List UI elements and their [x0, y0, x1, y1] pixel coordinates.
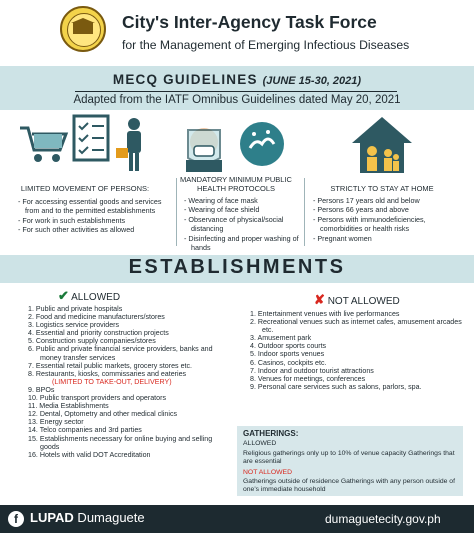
city-seal-logo — [60, 6, 106, 52]
gatherings-title: GATHERINGS: — [243, 429, 299, 438]
list-item: - Persons 66 years and above — [313, 205, 409, 215]
mecq-title — [0, 72, 474, 87]
protocols-illustration — [182, 120, 294, 172]
list-item: 8. Venues for meetings, conferences — [250, 374, 366, 383]
list-item: 6. Casinos, cockpits etc. — [250, 358, 327, 367]
mecq-dates: (JUNE 15-30, 2021) — [262, 75, 362, 87]
list-item: 3. Amusement park — [250, 334, 312, 343]
gatherings-allowed-text: Religious gatherings only up to 10% of venue capacity Gatherings that are essential — [243, 450, 455, 465]
list-item: 3. Logistics service providers — [28, 321, 120, 330]
x-mark-icon: ✘ — [314, 292, 325, 307]
list-item: 7. Indoor and outdoor tourist attractions — [250, 366, 374, 375]
facebook-icon[interactable]: f — [8, 511, 24, 527]
checklist-icon — [74, 116, 108, 160]
page-title: City's Inter-Agency Task Force — [122, 12, 377, 32]
gatherings-allowed-label: ALLOWED — [243, 440, 277, 447]
column-divider — [304, 178, 305, 246]
list-item: 11. Media Establishments — [28, 402, 109, 411]
list-item: - For work in such establishments — [18, 215, 126, 225]
website-link[interactable]: dumaguetecity.gov.ph — [325, 512, 441, 526]
footer-brand[interactable] — [30, 510, 145, 525]
list-item: 2. Food and medicine manufacturers/stores — [28, 313, 165, 322]
establishments-title: ESTABLISHMENTS — [128, 256, 346, 278]
col-movement-list — [18, 197, 168, 235]
gatherings-not-allowed-label: NOT ALLOWED — [243, 469, 292, 476]
divider — [75, 91, 397, 92]
list-item: 13. Energy sector — [28, 418, 84, 427]
list-item: 15. Establishments necessary for online buying and selling goods — [28, 434, 213, 451]
list-item: - For accessing essential goods and services from and to the permitted establishments — [18, 197, 162, 216]
list-item: 1. Entertainment venues with live performances — [250, 310, 400, 318]
list-item: 10. Public transport providers and operators — [28, 394, 167, 403]
list-item: - Wearing of face mask — [184, 196, 258, 205]
gatherings-not-allowed-text: Gatherings outside of residence Gatherings with any person outside of one's immediate household — [243, 478, 455, 493]
list-item: - Persons with immunodeficiencies, comorbidities or health risks — [313, 214, 426, 234]
list-item: 9. Personal care services such as salons, parlors, spa. — [250, 382, 422, 391]
list-item: - Disinfecting and proper washing of hands — [184, 233, 299, 253]
col-stay-home-list — [313, 196, 463, 243]
list-item: 16. Hotels with valid DOT Accreditation — [28, 450, 151, 459]
worker-icon — [116, 118, 141, 171]
list-item: 1. Public and private hospitals — [28, 305, 123, 313]
allowed-label: ALLOWED — [71, 292, 121, 303]
limited-note: (LIMITED TO TAKE-OUT, DELIVERY) — [52, 377, 172, 386]
shopping-cart-icon — [20, 128, 66, 162]
list-item — [28, 370, 233, 386]
not-allowed-heading — [314, 292, 400, 308]
list-item: 14. Telco companies and 3rd parties — [28, 426, 142, 435]
list-item: 5. Construction supply companies/stores — [28, 337, 156, 346]
mecq-subtitle: Adapted from the IATF Omnibus Guidelines dated May 20, 2021 — [73, 94, 401, 106]
list-item-text: 8. Restaurants, kiosks, commissaries and eateries — [28, 369, 187, 378]
list-item: 4. Essential and priority construction projects — [28, 329, 169, 338]
column-divider — [176, 178, 177, 246]
allowed-heading — [58, 288, 120, 304]
list-item: - Wearing of face shield — [184, 205, 260, 215]
face-shield-icon — [186, 128, 222, 172]
list-item: 5. Indoor sports venues — [250, 350, 325, 359]
list-item: 7. Essential retail public markets, grocery stores etc. — [28, 361, 193, 370]
not-allowed-label: NOT ALLOWED — [327, 296, 400, 307]
shopping-work-illustration — [16, 114, 156, 178]
checkmark-icon: ✔ — [58, 288, 69, 303]
list-item: 9. BPOs — [28, 385, 55, 394]
list-item: - Persons 17 years old and below — [313, 196, 420, 205]
col-stay-home-heading: STRICTLY TO STAY AT HOME — [330, 184, 434, 193]
list-item: 4. Outdoor sports courts — [250, 342, 327, 351]
col-protocols-heading: MANDATORY MINIMUM PUBLIC HEALTH PROTOCOLS — [180, 175, 292, 193]
list-item: - Observance of physical/social distancing — [184, 214, 284, 234]
list-item: - For such other activities as allowed — [18, 225, 135, 235]
not-allowed-list — [250, 310, 465, 391]
col-protocols-list — [184, 196, 302, 252]
list-item: 12. Dental, Optometry and other medical clinics — [28, 410, 178, 419]
stay-home-house-icon — [350, 115, 414, 175]
mecq-title-text: MECQ GUIDELINES — [112, 72, 258, 87]
list-item: 6. Public and private financial service providers, banks and money transfer services — [28, 345, 213, 362]
page-subtitle: for the Management of Emerging Infectious Diseases — [122, 38, 410, 52]
list-item: - Pregnant women — [313, 233, 372, 243]
col-movement-heading: LIMITED MOVEMENT OF PERSONS: — [20, 184, 150, 193]
list-item: 2. Recreational venues such as internet cafes, amusement arcades etc. — [250, 318, 462, 335]
brand-rest: Dumaguete — [73, 510, 145, 525]
allowed-list — [28, 305, 233, 459]
brand-bold: LUPAD — [30, 510, 74, 525]
handwashing-icon — [240, 122, 284, 166]
